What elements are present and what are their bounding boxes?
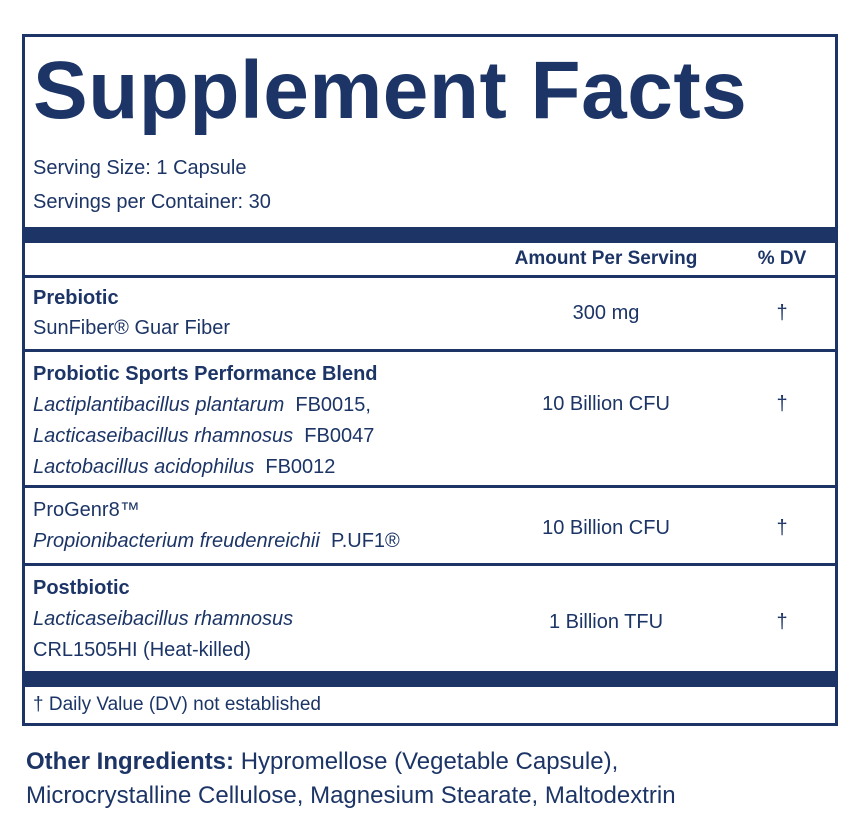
- divider-thick: [25, 227, 835, 243]
- ingredient-row-prebiotic: [25, 281, 835, 349]
- ingredient-name: Prebiotic: [33, 287, 119, 309]
- ingredient-detail: Lactiplantibacillus plantarum FB0015,: [33, 394, 371, 416]
- ingredient-detail: Lacticaseibacillus rhamnosus: [33, 608, 294, 630]
- ingredient-row-postbiotic: [25, 569, 835, 669]
- ingredient-detail: Propionibacterium freudenreichii P.UF1®: [33, 530, 400, 552]
- ingredient-detail: SunFiber® Guar Fiber: [33, 317, 231, 339]
- ingredient-amount: 1 Billion TFU: [548, 611, 664, 633]
- ingredient-dv: †: [776, 517, 788, 539]
- ingredient-amount: 10 Billion CFU: [542, 517, 670, 539]
- ingredient-detail: CRL1505HI (Heat-killed): [33, 639, 251, 661]
- ingredient-detail: Lactobacillus acidophilus FB0012: [33, 456, 336, 478]
- ingredient-dv: †: [776, 611, 788, 633]
- servings-per-container: Servings per Container: 30: [33, 191, 271, 213]
- divider: [25, 275, 835, 278]
- ingredient-row-progenr8: [25, 491, 835, 563]
- panel-title: Supplement Facts: [33, 45, 748, 136]
- divider-thick: [25, 671, 835, 687]
- ingredient-name: Probiotic Sports Performance Blend: [33, 363, 378, 385]
- other-ingredients: [26, 745, 676, 813]
- supplement-facts-panel: [22, 34, 838, 726]
- other-ingredients-line-1: Other Ingredients: Hypromellose (Vegetable Capsule),: [26, 748, 619, 775]
- divider: [25, 563, 835, 566]
- divider: [25, 349, 835, 352]
- footnote: † Daily Value (DV) not established: [33, 694, 321, 715]
- other-ingredients-label: Other Ingredients:: [26, 748, 235, 775]
- ingredient-amount: 10 Billion CFU: [542, 393, 670, 415]
- ingredient-detail: Lacticaseibacillus rhamnosus FB0047: [33, 425, 375, 447]
- serving-size: Serving Size: 1 Capsule: [33, 157, 247, 179]
- divider: [25, 485, 835, 488]
- ingredient-row-probiotic-blend: [25, 355, 835, 485]
- header-dv: % DV: [757, 248, 807, 269]
- ingredient-name: Postbiotic: [33, 577, 130, 599]
- other-ingredients-line-2: Microcrystalline Cellulose, Magnesium Stearate, Maltodextrin: [26, 782, 676, 809]
- header-amount: Amount Per Serving: [514, 248, 698, 269]
- ingredient-name: ProGenr8™: [33, 499, 140, 521]
- ingredient-amount: 300 mg: [572, 302, 640, 324]
- ingredient-dv: †: [776, 302, 788, 324]
- ingredient-dv: †: [776, 393, 788, 415]
